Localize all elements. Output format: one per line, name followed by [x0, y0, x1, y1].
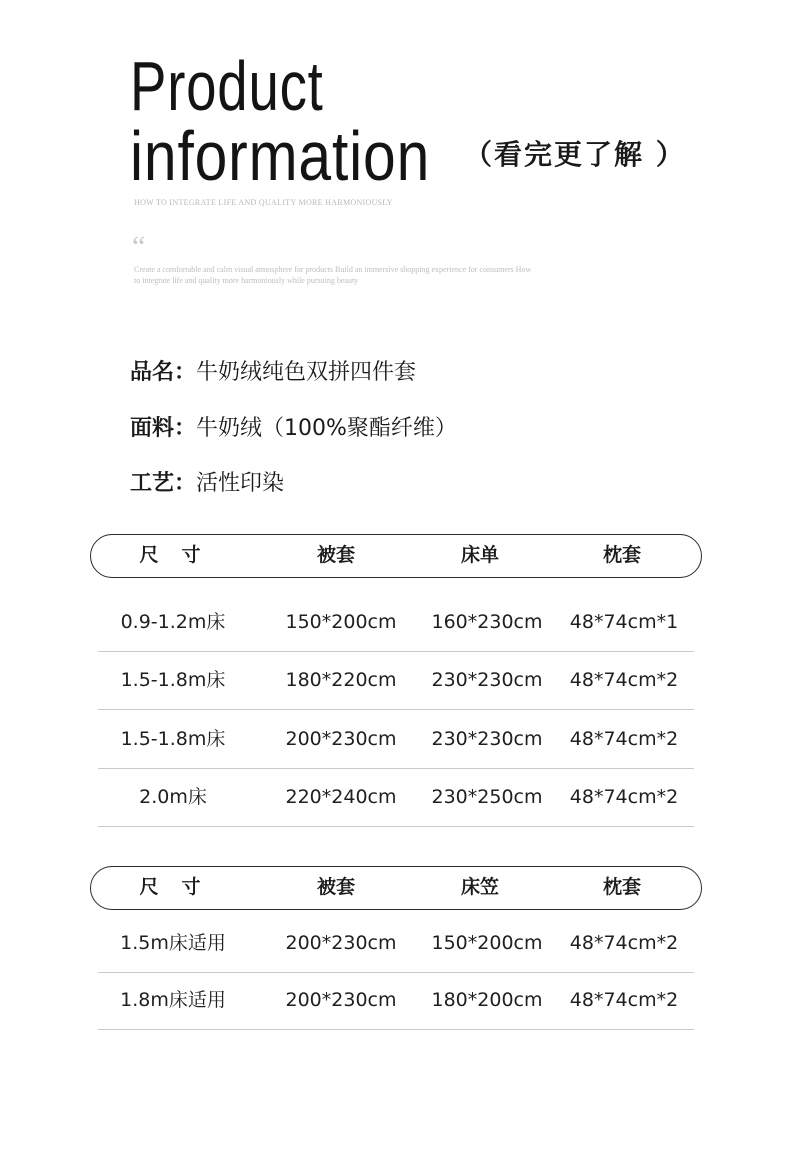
cell-size: 2.0m床	[139, 786, 207, 808]
cell-sheet: 230*230cm	[431, 728, 543, 750]
cell-duvet: 200*230cm	[285, 989, 397, 1011]
quote-mark-icon: “	[132, 230, 146, 263]
table-row	[98, 593, 694, 652]
info-label: 品名：	[130, 360, 197, 385]
size-table-2-header	[90, 866, 702, 910]
cell-size: 1.5-1.8m床	[120, 669, 226, 691]
cell-duvet: 150*200cm	[285, 611, 397, 633]
header-size: 尺 寸	[139, 876, 203, 898]
cell-sheet: 160*230cm	[431, 611, 543, 633]
header-duvet-cover: 被套	[316, 544, 355, 566]
size-table-1-header	[90, 534, 702, 578]
cell-size: 0.9-1.2m床	[120, 611, 226, 633]
header-duvet-cover: 被套	[316, 876, 355, 898]
info-fabric	[130, 411, 457, 442]
header-fitted-sheet: 床笠	[460, 876, 499, 898]
info-label: 面料：	[130, 416, 197, 441]
cell-fitted-sheet: 180*200cm	[431, 989, 543, 1011]
cell-pillow: 48*74cm*2	[569, 786, 679, 808]
cell-duvet: 220*240cm	[285, 786, 397, 808]
header-pillowcase: 枕套	[602, 544, 641, 566]
table-row	[98, 651, 694, 710]
header-size: 尺 寸	[139, 544, 203, 566]
cell-sheet: 230*250cm	[431, 786, 543, 808]
header-pillowcase: 枕套	[602, 876, 641, 898]
title-information: information	[130, 117, 431, 195]
table-row	[98, 914, 694, 973]
tagline: HOW TO INTEGRATE LIFE AND QUALITY MORE HARMONIOUSLY	[134, 198, 393, 207]
cell-fitted-sheet: 150*200cm	[431, 932, 543, 954]
cell-duvet: 200*230cm	[285, 932, 397, 954]
title-product: Product	[130, 47, 324, 125]
info-value: 牛奶绒纯色双拼四件套	[196, 360, 417, 385]
subtitle-learn-more: （看完更了解 ）	[464, 138, 686, 171]
table-row	[98, 710, 694, 769]
cell-duvet: 180*220cm	[285, 669, 397, 691]
table-row	[98, 971, 694, 1030]
cell-size: 1.5m床适用	[120, 932, 226, 954]
cell-duvet: 200*230cm	[285, 728, 397, 750]
cell-size: 1.8m床适用	[120, 989, 226, 1011]
cell-pillow: 48*74cm*2	[569, 989, 679, 1011]
cell-pillow: 48*74cm*2	[569, 669, 679, 691]
header-bed-sheet: 床单	[460, 544, 499, 566]
info-product-name	[130, 355, 416, 386]
info-value: 活性印染	[196, 471, 285, 496]
info-value: 牛奶绒（100%聚酯纤维）	[196, 416, 457, 441]
brand-description: Create a comfortable and calm visual atmosphere for products Build an immersive shopping experience for consumers How to integrate life and quality more harmoniously while pursuing beauty	[134, 265, 532, 285]
info-craft	[130, 466, 284, 497]
table-row	[98, 768, 694, 827]
cell-pillow: 48*74cm*1	[569, 611, 679, 633]
cell-pillow: 48*74cm*2	[569, 932, 679, 954]
cell-pillow: 48*74cm*2	[569, 728, 679, 750]
cell-size: 1.5-1.8m床	[120, 728, 226, 750]
cell-sheet: 230*230cm	[431, 669, 543, 691]
info-label: 工艺：	[130, 471, 197, 496]
